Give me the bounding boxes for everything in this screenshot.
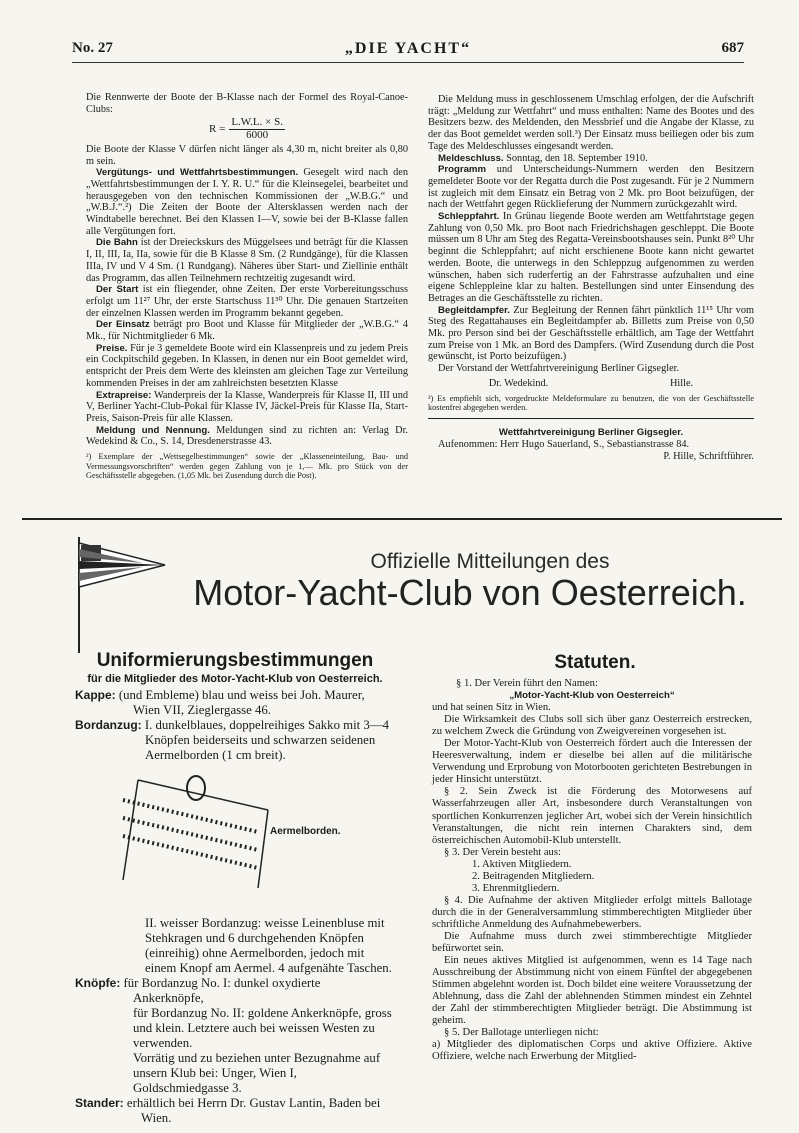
paragraph: § 2. Sein Zweck ist die Förderung des Motorwesens auf Wasserfahrzeugen aller Art, insbesondere durch Veranstaltungen von sportlichen Konkurrenzen jeglicher Art, wobei sich der Verein hinsichtlich Veranstaltungen, die nicht rein internen Charakters sind, dem österreichischen Automobil-Klub unterstellt. [432, 786, 752, 846]
paragraph: Die Boote der Klasse V dürfen nicht länger als 4,30 m, nicht breiter als 0,80 m sein. [86, 143, 408, 167]
page-header [72, 40, 744, 62]
paragraph: Meldung und Nennung. Meldungen sind zu richten an: Verlag Dr. Wedekind & Co., S. 14, Dresdenerstrasse 43. [86, 424, 408, 448]
list-item: 3. Ehrenmitgliedern. [472, 882, 560, 894]
sleeve-caption: Aermelborden. [270, 826, 341, 837]
paragraph: § 3. Der Verein besteht aus: [444, 846, 561, 858]
sleeve-braid-illustration [118, 770, 273, 890]
list-item: 1. Aktiven Mitgliedern. [472, 858, 572, 870]
paragraph: II. weisser Bordanzug: weisse Leinenbluse mit Stehkragen und 6 durchgehenden Knöpfen (einreihig) ohne Aermelborden, jedoch mit einem Knopf am Aermel. 4 aufgenähte Taschen. [145, 916, 392, 975]
banner-title: Motor-Yacht-Club von Oesterreich. [193, 572, 747, 613]
footnote: ³) Es empfiehlt sich, vorgedruckte Meldeformulare zu benutzen, die von der Geschäftsstelle kostenfrei abgegeben werden. [428, 393, 754, 412]
section-divider [22, 518, 782, 520]
journal-title: „DIE YACHT“ [344, 40, 472, 57]
paragraph: Die Aufnahme muss durch zwei stimmberechtigte Mitglieder befürwortet sein. [432, 930, 752, 955]
paragraph: Die Wirksamkeit des Clubs soll sich über ganz Oesterreich erstrecken, zu welchem Zweck die Gründung von Zweigvereinen vorgesehen ist. [432, 714, 752, 738]
paragraph: Programm und Unterscheidungs-Nummern werden den Besitzern gemeldeter Boote vor der Regatta durch die Post zugesandt. Für je 2 Nummern ist zugleich mit dem Einsatz ein Betrag von 2 Mk. pro Boot beizufügen, der nach der Wettfahrt gegen Rücklieferung der Nummern zurückgezahlt wird. [428, 164, 754, 211]
paragraph: Begleitdampfer. Zur Begleitung der Rennen fährt pünktlich 11¹⁵ Uhr vom Steg des Regattahauses ein Begleitdampfer ab. Billetts zum Preise von 0,50 Mk. pro Person sind bei der Geschäftsstelle erhältlich, am Tage der Wettfahrt zum Preise von 1 Mk. an Bord des Dampfers. (Wird Zusendung durch die Post gewünscht, ist Porto beizufügen.) [428, 304, 754, 363]
formula: R = $\frac{L.W.L. \times S.}{6000}$ [209, 116, 283, 142]
paragraph: Schleppfahrt. In Grünau liegende Boote werden am Wettfahrtstage gegen Zahlung von 0,50 Mk. pro Boot nach Friedrichshagen geschleppt. Die Boote müssen um 8 Uhr am Steg des Regatta-Vereinsbootshauses sein. Punkt 8²⁰ Uhr beginnt die Schleppfahrt; auf nicht erschienene Boote kann nicht gewartet werden. Boote, die unterwegs in den Schleppzug aufgenommen zu werden wünschen, haben sich ruderfertig an der Fahrstrasse aufzuhalten und eine eigene Schleppleine klar zu halten. Bestellungen sind unter Einsendung des Betrages an die Geschäftsstelle zu richten. [428, 211, 754, 304]
paragraph: Vorrätig und zu beziehen unter Bezugnahme auf unsern Klub bei: Unger, Wien I, Goldschmiedgasse 3. [133, 1051, 381, 1095]
signature: P. Hille, Schriftführer. [663, 450, 754, 462]
paragraph: § 4. Die Aufnahme der aktiven Mitglieder erfolgt mittels Ballotage durch die in der Generalversammlung stimmberechtigten Mitglieder über schriftliche Anmeldung des Aufnahmebewerbers. [432, 894, 752, 930]
statuten-title: Statuten. [554, 652, 636, 673]
section-title: Wettfahrtvereinigung Berliner Gigsegler. [498, 427, 684, 439]
paragraph: und hat seinen Sitz in Wien. [432, 702, 551, 714]
page-number: 687 [721, 40, 744, 56]
club-pennant-icon [73, 535, 168, 655]
signature: Hille. [669, 377, 694, 389]
left-column [86, 92, 408, 480]
notice-section [428, 418, 754, 462]
banner-subtitle: Offizielle Mitteilungen des [370, 550, 610, 573]
uniform-text [75, 688, 393, 1126]
uniform-title: Uniformierungsbestimmungen [96, 650, 374, 671]
list-item: 2. Beitragenden Mitgliedern. [472, 870, 595, 882]
paragraph: § 1. Der Verein führt den Namen: [456, 678, 598, 689]
club-name: „Motor-Yacht-Klub von Oesterreich“ [509, 690, 675, 702]
statuten-text [432, 678, 752, 1064]
paragraph: § 5. Der Ballotage unterliegen nicht: [444, 1027, 599, 1039]
paragraph: Meldeschluss. Sonntag, den 18. September 1910. [438, 152, 648, 164]
signatures [428, 378, 754, 390]
signature-line: Der Vorstand der Wettfahrtvereinigung Berliner Gigsegler. [438, 363, 680, 375]
issue-number: No. 27 [72, 40, 113, 56]
paragraph: Stander: erhältlich bei Herrn Dr. Gustav Lantin, Baden bei Wien. [75, 1096, 381, 1125]
paragraph: a) Mitglieder des diplomatischen Corps und aktive Offiziere. Aktive Offiziere, welche nach Erwerbung der Mitglied- [432, 1039, 752, 1063]
uniform-subtitle: für die Mitglieder des Motor-Yacht-Klub von Oesterreich. [87, 673, 383, 685]
paragraph: für Bordanzug No. II: goldene Ankerknöpfe, gross und klein. Letztere auch bei weissen Westen zu verwenden. [133, 1006, 392, 1050]
paragraph: Der Start ist ein fliegender, ohne Zeiten. Der erste Vorbereitungsschuss erfolgt um 11²⁷ Uhr, der erste Startschuss 11³⁰ Uhr. Die genauen Startzeiten der einzelnen Klassen werden im Programm bekannt gegeben. [86, 284, 408, 319]
paragraph: Die Rennwerte der Boote der B-Klasse nach der Formel des Royal-Canoe-Clubs: [86, 92, 408, 115]
paragraph: Extrapreise: Wanderpreis der Ia Klasse, Wanderpreis für Klasse II, III und V, Berliner Yacht-Club-Pokal für Klasse IV, Jäckel-Preis für Klasse IIa, Start-Preis, Saison-Preis für alle Klassen. [86, 389, 408, 424]
paragraph: Ein neues aktives Mitglied ist aufgenommen, wenn es 14 Tage nach Ausschreibung der Abstimmung nicht von einem Fünftel der abgegebenen Stimmen abgelehnt worden ist. Doch bildet eine weitere Voraussetzung der Ablehnung, dass die Zahl der ablehnenden Stimmen mindest ein Zehntel der Zahl der stimmberechtigten Mitglieder beträgt. Die Abstimmung ist geheim. [432, 955, 752, 1027]
paragraph: Die Bahn ist der Dreieckskurs des Müggelsees und beträgt für die Klassen I, II, III, Ia, IIa, sowie für die B Klasse 8 Sm. (2 Rundgänge), für die Klassen IIIa, IV und V 4 Sm. (1 Rundgang). Näheres über Start- und Ziellinie enthält das Programm, das allen Teilnehmern rechtzeitig zugesandt wird. [86, 237, 408, 284]
paragraph: Der Motor-Yacht-Klub von Oesterreich fördert auch die Interessen der Heeresverwaltung, indem er dieselbe bei allen auf die militärische Verwendung und Erprobung von Motorbooten gerichteten Bestrebungen in jeder Hinsicht unterstützt. [432, 738, 752, 786]
paragraph: Preise. Für je 3 gemeldete Boote wird ein Klassenpreis und zu jedem Preis ein Cockpitschild gegeben. In Klassen, in denen nur ein Boot gemeldet wird, entspricht der Preis dem Werte des kleinsten am gleichen Tage zur Verteilung kommenden Preises in der am zahlreichsten besetzten Klasse [86, 342, 408, 389]
paragraph: Vergütungs- und Wettfahrtsbestimmungen. Gesegelt wird nach den „Wettfahrtsbestimmungen der I. Y. R. U.“ für die Kleinsegelei, bearbeitet und herausgegeben von den technischen Kommissionen der „W.B.G.“ und „W.B.J.“.²) Die Zeiten der Boote der Altersklassen werden nach der Windtabelle berechnet. Bei den Klassen I—V, sowie bei der B-Klasse fallen alle Vergütungen fort. [86, 167, 408, 237]
footnote: ²) Exemplare der „Wettsegelbestimmungen“ sowie der „Klasseneinteilung, Bau- und Vermessungsvorschriften“ werden gegen Zahlung von je 1,— Mk. pro Stück von der Geschäftsstelle abgegeben. (1,05 Mk. bei Zusendung durch die Post). [86, 452, 408, 480]
paragraph: Bordanzug: I. dunkelblaues, doppelreihiges Sakko mit 3—4 Knöpfen beiderseits und schwarzen seidenen Aermelborden (1 cm breit). [75, 718, 390, 762]
signature: Dr. Wedekind. [488, 377, 549, 389]
paragraph: Der Einsatz beträgt pro Boot und Klasse für Mitglieder der „W.B.G.“ 4 Mk., für Nichtmitglieder 6 Mk. [86, 319, 408, 343]
paragraph: Aufenommen: Herr Hugo Sauerland, S., Sebastianstrasse 84. [438, 439, 690, 451]
paragraph: Kappe: (und Embleme) blau und weiss bei Joh. Maurer, Wien VII, Zieglergasse 46. [75, 688, 365, 717]
paragraph: Knöpfe: für Bordanzug No. I: dunkel oxydierte Ankerknöpfe, [75, 976, 321, 1005]
right-column [428, 94, 754, 463]
paragraph: Die Meldung muss in geschlossenem Umschlag erfolgen, der die Aufschrift trägt: „Meldung zur Wettfahrt“ und muss enthalten: Name des Bootes und des Besitzers bezw. des Meldenden, den Messbrief und die Angabe der Klasse, zu der das Boot gemeldet werden soll.³) Der Einsatz muss beiliegen oder bis zum Tage des Meldeschlusses eingesandt werden. [428, 94, 754, 152]
header-rule [72, 62, 744, 63]
